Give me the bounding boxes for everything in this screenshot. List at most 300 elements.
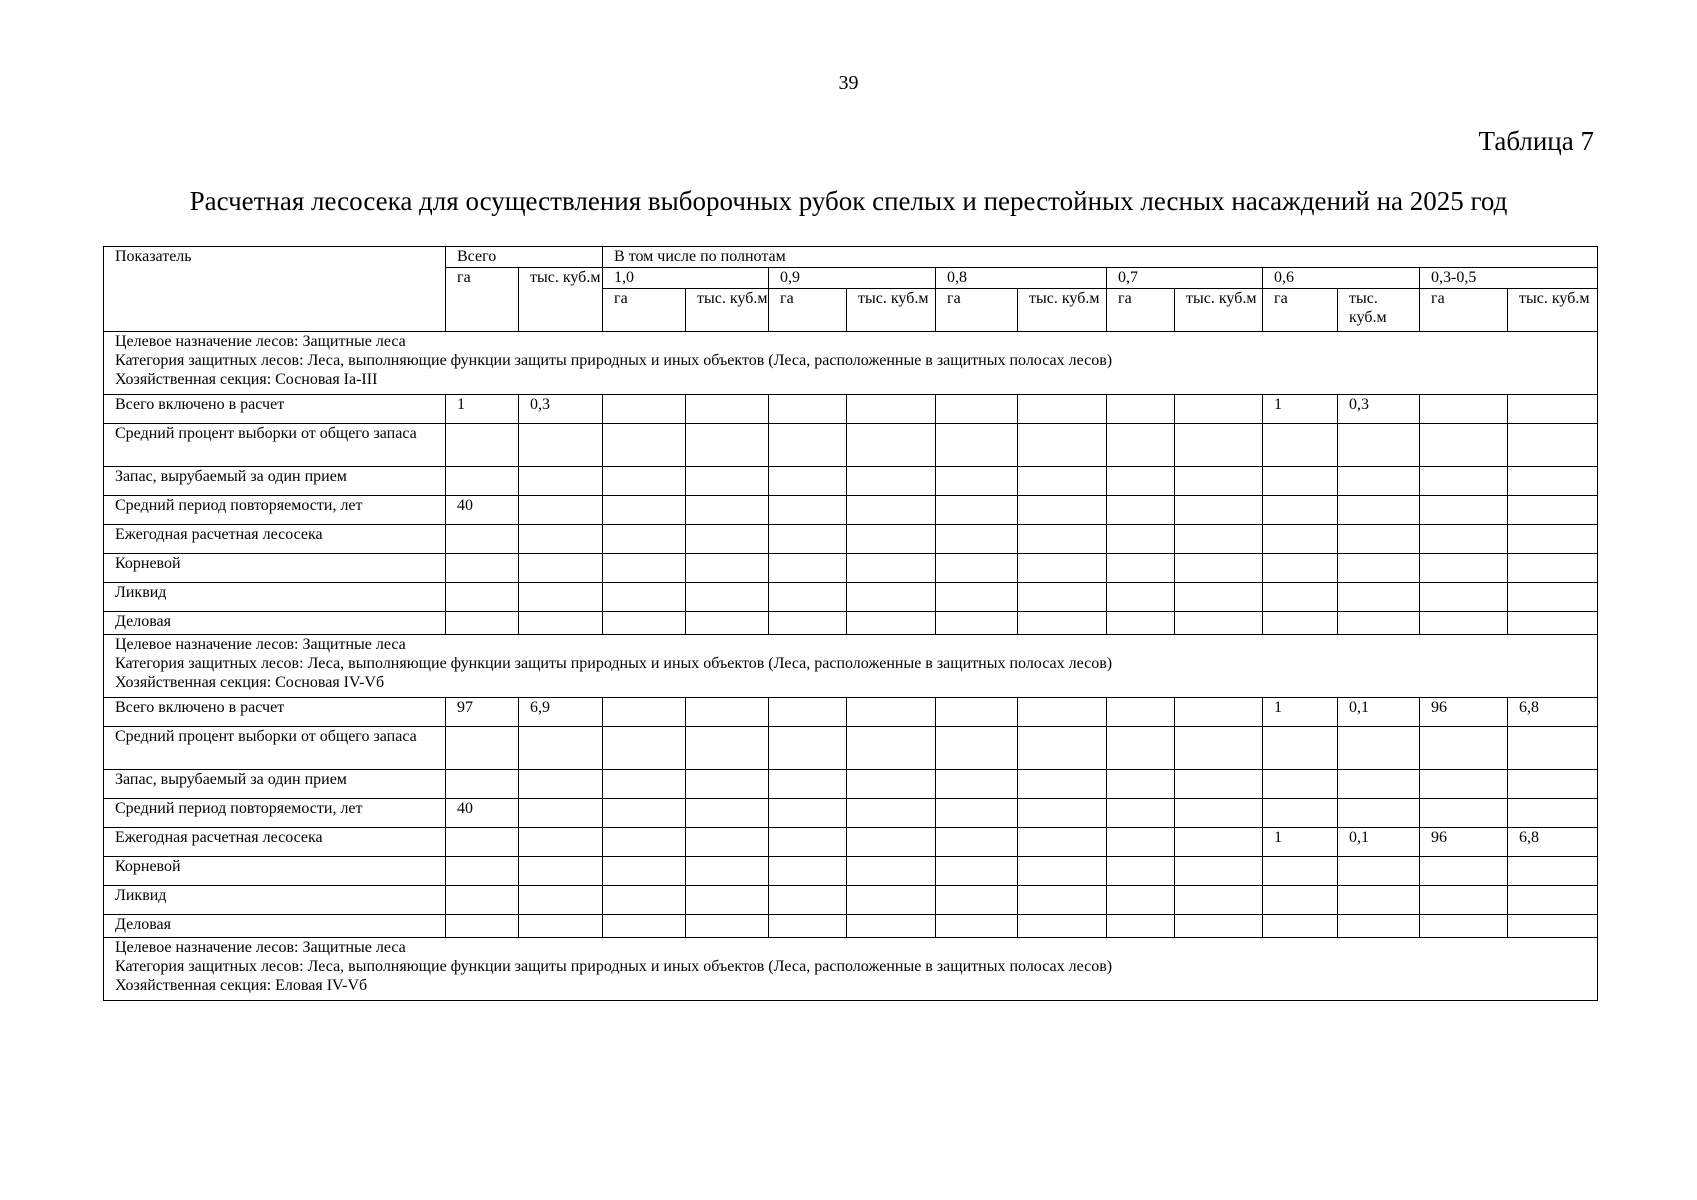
table-cell: [446, 727, 519, 770]
table-cell: 1: [446, 395, 519, 424]
table-cell: [1508, 886, 1598, 915]
table-cell: 0,3: [1338, 395, 1420, 424]
table-cell: [686, 915, 769, 938]
section-category: Категория защитных лесов: Леса, выполняющие функции защиты природных и иных объектов (Леса, расположенные в защитных полосах лесов): [115, 655, 1113, 672]
table-row: [104, 395, 1598, 424]
table-cell: [519, 554, 603, 583]
row-label: Всего включено в расчет: [104, 395, 446, 424]
table-cell: [1263, 770, 1338, 799]
table-cell: [847, 886, 936, 915]
table-cell: [1263, 467, 1338, 496]
header-ha: га: [769, 289, 847, 332]
table-cell: [1420, 496, 1508, 525]
table-cell: [769, 395, 847, 424]
table-row: [104, 583, 1598, 612]
table-cell: [1508, 496, 1598, 525]
table-cell: [1508, 554, 1598, 583]
table-cell: [603, 424, 686, 467]
table-cell: [847, 770, 936, 799]
table-cell: [519, 496, 603, 525]
table-cell: [1107, 698, 1175, 727]
table-cell: [1175, 886, 1263, 915]
table-cell: [936, 915, 1018, 938]
table-cell: [686, 886, 769, 915]
table-row: [104, 770, 1598, 799]
table-cell: [1263, 612, 1338, 635]
table-cell: [1107, 395, 1175, 424]
header-density: 0,8: [936, 268, 1107, 289]
header-volume: тыс. куб.м: [686, 289, 769, 332]
header-density: 0,3-0,5: [1420, 268, 1598, 289]
table-cell: [1338, 467, 1420, 496]
header-ha: га: [1263, 289, 1338, 332]
table-cell: [1263, 496, 1338, 525]
table-row: [104, 525, 1598, 554]
table-cell: [1420, 886, 1508, 915]
header-total-ha: га: [446, 268, 519, 332]
table-cell: [847, 799, 936, 828]
row-label: Средний период повторяемости, лет: [104, 496, 446, 525]
row-label: Средний процент выборки от общего запаса: [104, 424, 446, 467]
table-cell: [446, 886, 519, 915]
table-cell: [1338, 424, 1420, 467]
table-cell: [1508, 612, 1598, 635]
table-cell: [936, 395, 1018, 424]
table-cell: [603, 886, 686, 915]
table-cell: [603, 857, 686, 886]
table-cell: [1175, 799, 1263, 828]
table-cell: 40: [446, 496, 519, 525]
table-cell: [1338, 857, 1420, 886]
header-volume: тыс. куб.м: [1018, 289, 1107, 332]
table-cell: [1018, 886, 1107, 915]
table-cell: [936, 727, 1018, 770]
table-cell: [936, 424, 1018, 467]
header-ha: га: [936, 289, 1018, 332]
table-cell: [686, 727, 769, 770]
table-cell: [1175, 857, 1263, 886]
table-cell: [936, 525, 1018, 554]
table-cell: [1018, 770, 1107, 799]
table-cell: [686, 799, 769, 828]
table-cell: [1338, 770, 1420, 799]
table-cell: 0,1: [1338, 828, 1420, 857]
table-cell: [1107, 857, 1175, 886]
table-cell: [1263, 857, 1338, 886]
table-cell: [847, 828, 936, 857]
header-by-density: В том числе по полнотам: [603, 247, 1598, 268]
table-cell: [936, 857, 1018, 886]
table-cell: [1263, 554, 1338, 583]
header-volume: тыс. куб.м: [847, 289, 936, 332]
table-cell: [769, 799, 847, 828]
table-cell: [519, 727, 603, 770]
section-economic: Хозяйственная секция: Сосновая IV-Vб: [115, 674, 385, 691]
table-cell: [519, 799, 603, 828]
table-cell: [1338, 799, 1420, 828]
row-label: Запас, вырубаемый за один прием: [104, 467, 446, 496]
table-cell: [603, 525, 686, 554]
header-density: 1,0: [603, 268, 769, 289]
table-cell: 1: [1263, 828, 1338, 857]
table-cell: [847, 727, 936, 770]
section-economic: Хозяйственная секция: Еловая IV-Vб: [115, 977, 368, 994]
table-cell: [1107, 886, 1175, 915]
row-label: Деловая: [104, 915, 446, 938]
table-body: [104, 332, 1598, 1001]
table-cell: [519, 828, 603, 857]
table-cell: [603, 828, 686, 857]
table-cell: [519, 770, 603, 799]
table-cell: [686, 857, 769, 886]
table-cell: [519, 583, 603, 612]
table-cell: [1018, 698, 1107, 727]
table-cell: [1018, 554, 1107, 583]
felling-table: [103, 246, 1598, 1001]
header-volume: тыс. куб.м: [1338, 289, 1420, 332]
table-cell: [446, 857, 519, 886]
table-cell: [686, 424, 769, 467]
table-cell: 97: [446, 698, 519, 727]
table-cell: [1263, 915, 1338, 938]
table-cell: [1107, 828, 1175, 857]
table-cell: [1175, 496, 1263, 525]
table-cell: [847, 857, 936, 886]
table-cell: [603, 612, 686, 635]
table-cell: [446, 770, 519, 799]
header-density: 0,9: [769, 268, 936, 289]
table-cell: [1420, 525, 1508, 554]
table-cell: [446, 915, 519, 938]
table-cell: [1175, 727, 1263, 770]
table-cell: [936, 886, 1018, 915]
table-cell: [1018, 467, 1107, 496]
table-cell: [847, 612, 936, 635]
table-cell: [686, 395, 769, 424]
table-cell: [1175, 612, 1263, 635]
table-cell: [1107, 915, 1175, 938]
table-cell: [1107, 525, 1175, 554]
table-cell: [446, 554, 519, 583]
table-cell: [603, 496, 686, 525]
table-cell: 1: [1263, 698, 1338, 727]
table-cell: [1175, 424, 1263, 467]
row-label: Ежегодная расчетная лесосека: [104, 525, 446, 554]
table-cell: [1018, 828, 1107, 857]
table-cell: [1420, 799, 1508, 828]
page-number: 39: [838, 72, 859, 94]
table-cell: [1338, 612, 1420, 635]
table-cell: [1107, 612, 1175, 635]
table-cell: [1263, 583, 1338, 612]
table-cell: [1420, 857, 1508, 886]
table-cell: [1420, 727, 1508, 770]
table-cell: [519, 915, 603, 938]
table-row: [104, 554, 1598, 583]
table-cell: [1338, 886, 1420, 915]
table-cell: [603, 554, 686, 583]
table-cell: [1107, 496, 1175, 525]
table-cell: [686, 554, 769, 583]
table-cell: [847, 525, 936, 554]
table-cell: [847, 496, 936, 525]
table-cell: [769, 424, 847, 467]
row-label: Ликвид: [104, 886, 446, 915]
table-cell: [936, 770, 1018, 799]
table-cell: [519, 886, 603, 915]
table-cell: [1175, 395, 1263, 424]
table-cell: [847, 698, 936, 727]
row-label: Ликвид: [104, 583, 446, 612]
table-cell: [603, 583, 686, 612]
table-cell: [603, 770, 686, 799]
table-cell: [769, 467, 847, 496]
section-economic: Хозяйственная секция: Сосновая Ia-III: [115, 371, 378, 388]
table-row: [104, 698, 1598, 727]
document-title: Расчетная лесосека для осуществления выборочных рубок спелых и перестойных лесных насаждений на 2025 год: [189, 186, 1508, 216]
table-cell: [686, 467, 769, 496]
header-row-1: [104, 247, 1598, 268]
header-volume: тыс. куб.м: [1175, 289, 1263, 332]
table-cell: [1018, 727, 1107, 770]
table-cell: [936, 583, 1018, 612]
table-cell: [686, 612, 769, 635]
row-label: Ежегодная расчетная лесосека: [104, 828, 446, 857]
table-cell: [847, 424, 936, 467]
table-cell: [936, 612, 1018, 635]
table-cell: [446, 467, 519, 496]
table-cell: [603, 467, 686, 496]
table-cell: [1338, 727, 1420, 770]
section-header-row: [104, 332, 1598, 395]
table-cell: [769, 583, 847, 612]
table-cell: [1018, 857, 1107, 886]
header-volume: тыс. куб.м: [1508, 289, 1598, 332]
table-cell: [1420, 915, 1508, 938]
table-cell: [769, 554, 847, 583]
table-cell: [519, 612, 603, 635]
table-cell: [603, 799, 686, 828]
table-row: [104, 857, 1598, 886]
table-cell: [686, 770, 769, 799]
header-ha: га: [1420, 289, 1508, 332]
table-cell: [1508, 799, 1598, 828]
table-cell: [847, 554, 936, 583]
table-cell: [1107, 424, 1175, 467]
table-cell: [1175, 915, 1263, 938]
table-cell: [1018, 583, 1107, 612]
table-cell: [519, 857, 603, 886]
table-cell: [936, 496, 1018, 525]
table-cell: [936, 799, 1018, 828]
header-density: 0,7: [1107, 268, 1263, 289]
row-label: Корневой: [104, 554, 446, 583]
table-cell: [847, 467, 936, 496]
table-cell: [446, 583, 519, 612]
section-header-row: [104, 938, 1598, 1001]
table-cell: [1175, 770, 1263, 799]
table-cell: [1508, 424, 1598, 467]
table-cell: [847, 915, 936, 938]
table-cell: 6,8: [1508, 698, 1598, 727]
table-cell: [1107, 583, 1175, 612]
table-cell: [519, 525, 603, 554]
table-cell: [1107, 770, 1175, 799]
table-cell: [519, 424, 603, 467]
section-category: Категория защитных лесов: Леса, выполняющие функции защиты природных и иных объектов (Леса, расположенные в защитных полосах лесов): [115, 958, 1113, 975]
table-row: [104, 467, 1598, 496]
table-cell: [446, 424, 519, 467]
table-cell: [769, 886, 847, 915]
table-cell: [1508, 525, 1598, 554]
section-header: [104, 635, 1598, 698]
section-purpose: Целевое назначение лесов: Защитные леса: [115, 939, 406, 956]
section-header-row: [104, 635, 1598, 698]
table-cell: 0,1: [1338, 698, 1420, 727]
table-row: [104, 828, 1598, 857]
table-cell: [603, 727, 686, 770]
table-cell: [1018, 424, 1107, 467]
table-cell: [1508, 395, 1598, 424]
table-cell: [1508, 770, 1598, 799]
table-cell: [1508, 583, 1598, 612]
table-cell: [1338, 554, 1420, 583]
table-cell: [1338, 915, 1420, 938]
table-row: [104, 612, 1598, 635]
section-header: [104, 938, 1598, 1001]
table-cell: 0,3: [519, 395, 603, 424]
table-cell: [936, 554, 1018, 583]
table-cell: [769, 496, 847, 525]
table-cell: [1175, 467, 1263, 496]
table-row: [104, 424, 1598, 467]
table-cell: [769, 698, 847, 727]
table-cell: [1107, 727, 1175, 770]
row-label: Корневой: [104, 857, 446, 886]
table-cell: [1338, 496, 1420, 525]
table-cell: [446, 525, 519, 554]
table-row: [104, 886, 1598, 915]
row-label: Запас, вырубаемый за один прием: [104, 770, 446, 799]
table-cell: [769, 727, 847, 770]
table-cell: [936, 467, 1018, 496]
table-cell: 1: [1263, 395, 1338, 424]
table-cell: [1107, 799, 1175, 828]
table-cell: [769, 525, 847, 554]
table-cell: [769, 857, 847, 886]
table-cell: [847, 395, 936, 424]
table-cell: [1018, 496, 1107, 525]
table-cell: [769, 915, 847, 938]
header-ha: га: [1107, 289, 1175, 332]
section-category: Категория защитных лесов: Леса, выполняющие функции защиты природных и иных объектов (Леса, расположенные в защитных полосах лесов): [115, 352, 1113, 369]
table-cell: [1420, 770, 1508, 799]
table-cell: [1263, 886, 1338, 915]
table-cell: [769, 612, 847, 635]
table-cell: [686, 828, 769, 857]
table-caption: Таблица 7: [1478, 126, 1594, 156]
table-cell: [603, 915, 686, 938]
section-purpose: Целевое назначение лесов: Защитные леса: [115, 636, 406, 653]
table-cell: [1420, 424, 1508, 467]
table-row: [104, 915, 1598, 938]
table-cell: [1107, 467, 1175, 496]
table-cell: [446, 612, 519, 635]
table-cell: [847, 583, 936, 612]
table-cell: [519, 467, 603, 496]
table-cell: 96: [1420, 828, 1508, 857]
table-cell: [1420, 612, 1508, 635]
header-total: Всего: [446, 247, 603, 268]
table-cell: [1263, 727, 1338, 770]
table-cell: [936, 828, 1018, 857]
header-indicator: Показатель: [104, 247, 446, 332]
table-cell: [1338, 583, 1420, 612]
table-cell: [686, 583, 769, 612]
table-cell: [1420, 395, 1508, 424]
table-cell: [686, 698, 769, 727]
row-label: Средний процент выборки от общего запаса: [104, 727, 446, 770]
table-cell: 6,9: [519, 698, 603, 727]
table-cell: [1508, 727, 1598, 770]
table-cell: [1018, 915, 1107, 938]
table-cell: 40: [446, 799, 519, 828]
section-purpose: Целевое назначение лесов: Защитные леса: [115, 333, 406, 350]
table-cell: [1018, 395, 1107, 424]
table-cell: [1175, 828, 1263, 857]
table-cell: [686, 525, 769, 554]
table-cell: 96: [1420, 698, 1508, 727]
section-header: [104, 332, 1598, 395]
header-density: 0,6: [1263, 268, 1420, 289]
table-cell: [1263, 424, 1338, 467]
table-cell: [603, 698, 686, 727]
table-cell: [1420, 583, 1508, 612]
table-cell: [1420, 554, 1508, 583]
header-ha: га: [603, 289, 686, 332]
table-cell: [769, 828, 847, 857]
table-cell: [1018, 799, 1107, 828]
table-cell: [1175, 583, 1263, 612]
row-label: Деловая: [104, 612, 446, 635]
table-cell: [1420, 467, 1508, 496]
table-cell: [603, 395, 686, 424]
table-cell: [446, 828, 519, 857]
header-total-volume: тыс. куб.м: [519, 268, 603, 332]
table-row: [104, 496, 1598, 525]
row-label: Всего включено в расчет: [104, 698, 446, 727]
table-row: [104, 799, 1598, 828]
table-cell: [1508, 915, 1598, 938]
table-cell: [1508, 857, 1598, 886]
table-cell: 6,8: [1508, 828, 1598, 857]
table-cell: [1018, 525, 1107, 554]
table-cell: [769, 770, 847, 799]
table-cell: [1175, 525, 1263, 554]
table-cell: [1175, 698, 1263, 727]
table-row: [104, 727, 1598, 770]
table-cell: [1263, 525, 1338, 554]
table-cell: [686, 496, 769, 525]
table-cell: [1175, 554, 1263, 583]
table-cell: [1018, 612, 1107, 635]
table-cell: [1263, 799, 1338, 828]
table-cell: [1107, 554, 1175, 583]
table-cell: [1508, 467, 1598, 496]
table-cell: [936, 698, 1018, 727]
table-cell: [1338, 525, 1420, 554]
row-label: Средний период повторяемости, лет: [104, 799, 446, 828]
